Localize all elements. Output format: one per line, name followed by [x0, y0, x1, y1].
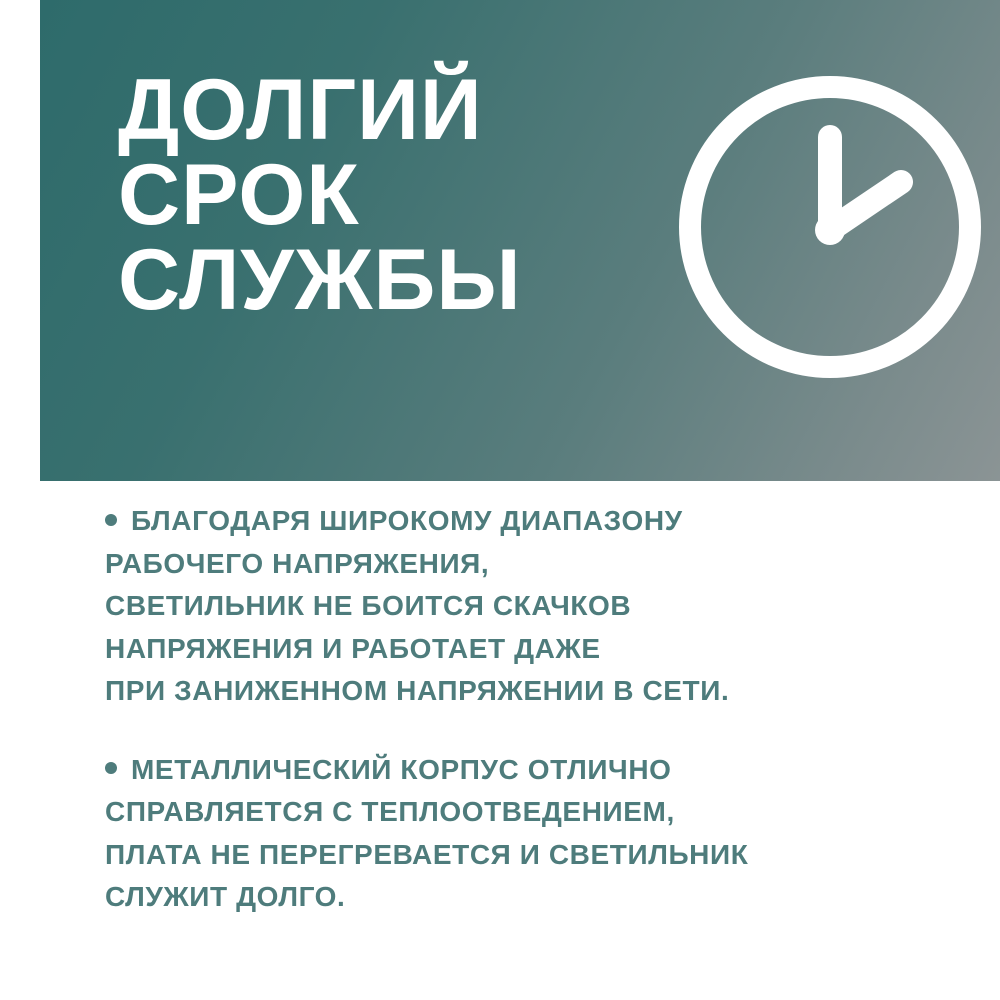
- hero-banner: [40, 0, 1000, 481]
- bullet-line: НАПРЯЖЕНИЯ И РАБОТАЕТ ДАЖЕ: [105, 632, 601, 664]
- bullet-text: БЛАГОДАРЯ ШИРОКОМУ ДИАПАЗОНУ: [131, 505, 683, 536]
- bullet-line: ПРИ ЗАНИЖЕННОМ НАПРЯЖЕНИИ В СЕТИ.: [105, 675, 730, 707]
- bullet-item: [105, 500, 935, 713]
- bullet-line: СВЕТИЛЬНИК НЕ БОИТСЯ СКАЧКОВ: [105, 590, 632, 622]
- hero-title-line-2: СРОК: [118, 147, 360, 244]
- bullet-line: СПРАВЛЯЕТСЯ С ТЕПЛООТВЕДЕНИЕМ,: [105, 796, 675, 828]
- bullet-line: [105, 749, 935, 792]
- bullet-dot-icon: [105, 762, 117, 774]
- hero-title: [118, 62, 818, 329]
- bullet-line: РАБОЧЕГО НАПРЯЖЕНИЯ,: [105, 547, 490, 579]
- hero-title-line-1: ДОЛГИЙ: [118, 62, 483, 158]
- hero-title-line-3: СЛУЖБЫ: [118, 232, 522, 329]
- bullet-line: ПЛАТА НЕ ПЕРЕГРЕВАЕТСЯ И СВЕТИЛЬНИК: [105, 838, 749, 870]
- bullet-line: СЛУЖИТ ДОЛГО.: [105, 881, 346, 913]
- bullet-text: МЕТАЛЛИЧЕСКИЙ КОРПУС ОТЛИЧНО: [131, 753, 672, 785]
- bullet-dot-icon: [105, 514, 117, 526]
- bullet-item: [105, 749, 935, 919]
- bullet-line: [105, 500, 935, 543]
- feature-list: [105, 500, 935, 919]
